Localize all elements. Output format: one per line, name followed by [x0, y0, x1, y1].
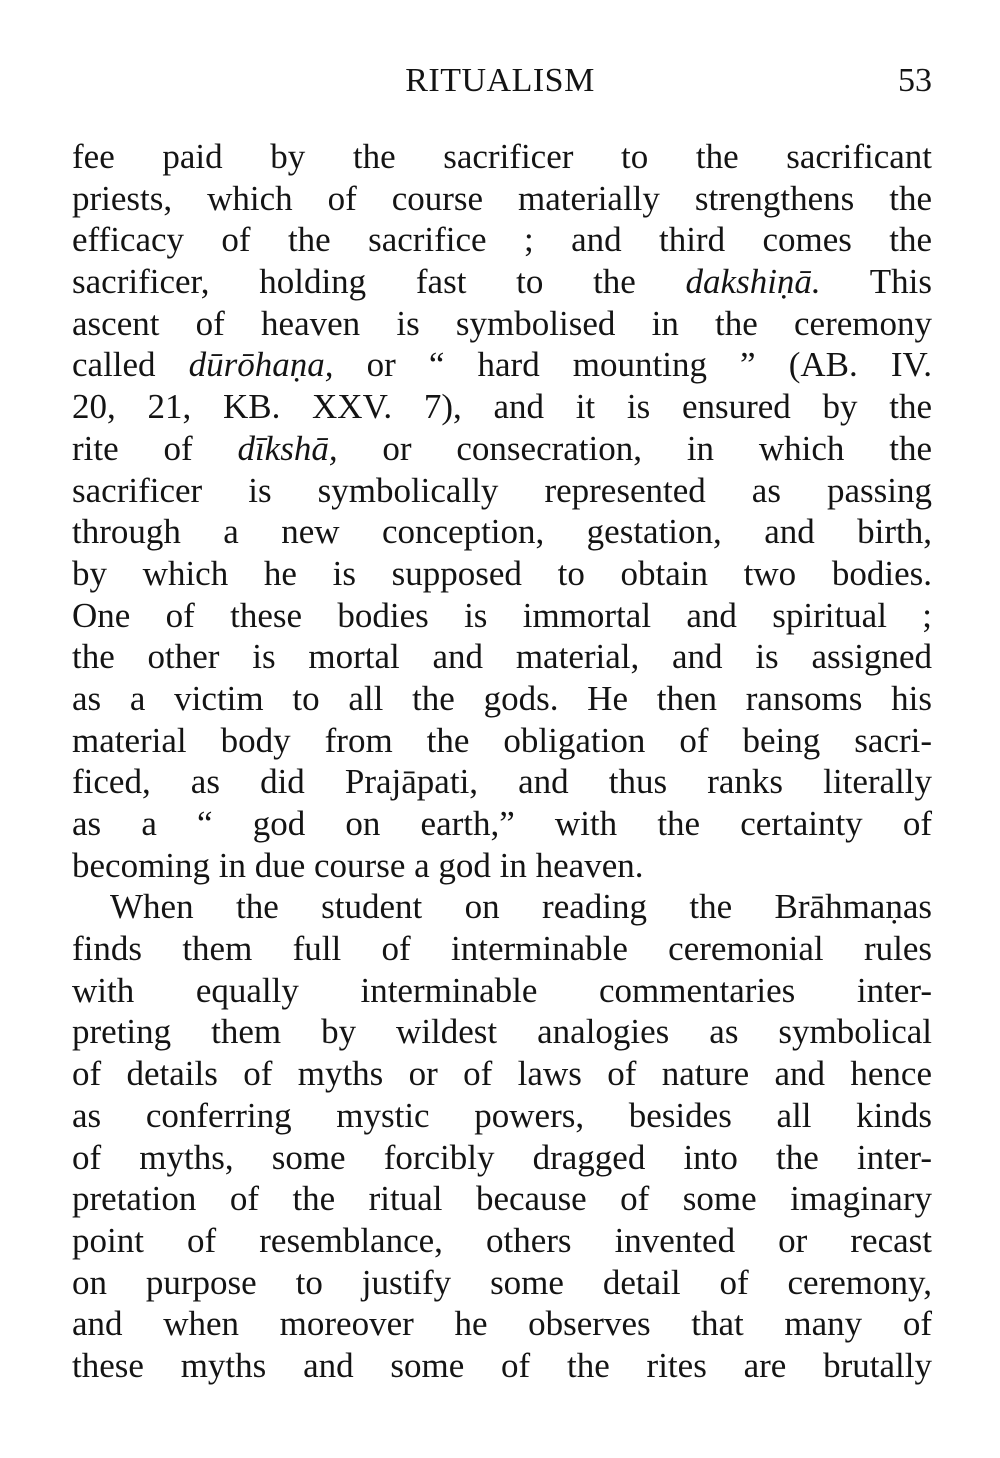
text-line: material body from the obligation of being sacri-	[72, 720, 932, 760]
text-line: the other is mortal and material, and is assigned	[72, 637, 932, 677]
text-line: 20, 21, KB. XXV. 7), and it is ensured by the	[72, 387, 932, 427]
text-line: point of resemblance, others invented or recast	[72, 1220, 932, 1260]
text-line: as a victim to all the gods. He then ransoms his	[72, 678, 932, 718]
text-line: When the student on reading the Brāhmaṇas	[110, 887, 932, 927]
text-line: sacrificer is symbolically represented as passing	[72, 470, 932, 510]
text-line: priests, which of course materially strengthens the	[72, 178, 932, 218]
running-title: RITUALISM	[405, 62, 595, 99]
text-line: with equally interminable commentaries inter-	[72, 970, 932, 1010]
text-line: through a new conception, gestation, and birth,	[72, 512, 932, 552]
line-text: rite of	[72, 428, 238, 468]
text-line	[72, 261, 932, 303]
italic-term: dakshiṇā.	[685, 262, 821, 302]
text-line: ficed, as did Prajāpati, and thus ranks literally	[72, 762, 932, 802]
text-line: by which he is supposed to obtain two bodies.	[72, 553, 932, 593]
italic-term: dīkshā,	[237, 428, 338, 468]
text-line: finds them full of interminable ceremonial rules	[72, 929, 932, 969]
text-line: of details of myths or of laws of nature and hence	[72, 1054, 932, 1094]
line-text: called	[72, 345, 189, 385]
page-number: 53	[898, 62, 932, 99]
text-line: on purpose to justify some detail of ceremony,	[72, 1262, 932, 1302]
line-text: sacrificer, holding fast to the	[72, 262, 686, 302]
body-text	[72, 136, 932, 1387]
line-text: This	[820, 262, 932, 302]
text-line: these myths and some of the rites are brutally	[72, 1345, 932, 1385]
text-line: becoming in due course a god in heaven.	[72, 845, 644, 885]
text-line: pretation of the ritual because of some imaginary	[72, 1179, 932, 1219]
italic-term: dūrōhaṇa,	[188, 345, 334, 385]
line-text: or consecration, in which the	[337, 428, 932, 468]
text-line: ascent of heaven is symbolised in the ceremony	[72, 303, 932, 343]
text-line: and when moreover he observes that many of	[72, 1304, 932, 1344]
text-line: of myths, some forcibly dragged into the inter-	[72, 1137, 932, 1177]
text-line	[72, 344, 932, 386]
text-line: as a “ god on earth,” with the certainty of	[72, 804, 932, 843]
text-line: fee paid by the sacrificer to the sacrificant	[72, 137, 932, 176]
text-line: One of these bodies is immortal and spiritual ;	[72, 595, 932, 635]
text-line: efficacy of the sacrifice ; and third comes the	[72, 220, 932, 260]
text-line: preting them by wildest analogies as symbolical	[72, 1012, 932, 1052]
line-text: or “ hard mounting ” (AB. IV.	[333, 345, 932, 385]
running-head	[0, 62, 1000, 112]
text-line: as conferring mystic powers, besides all kinds	[72, 1095, 932, 1135]
text-line	[72, 428, 932, 470]
